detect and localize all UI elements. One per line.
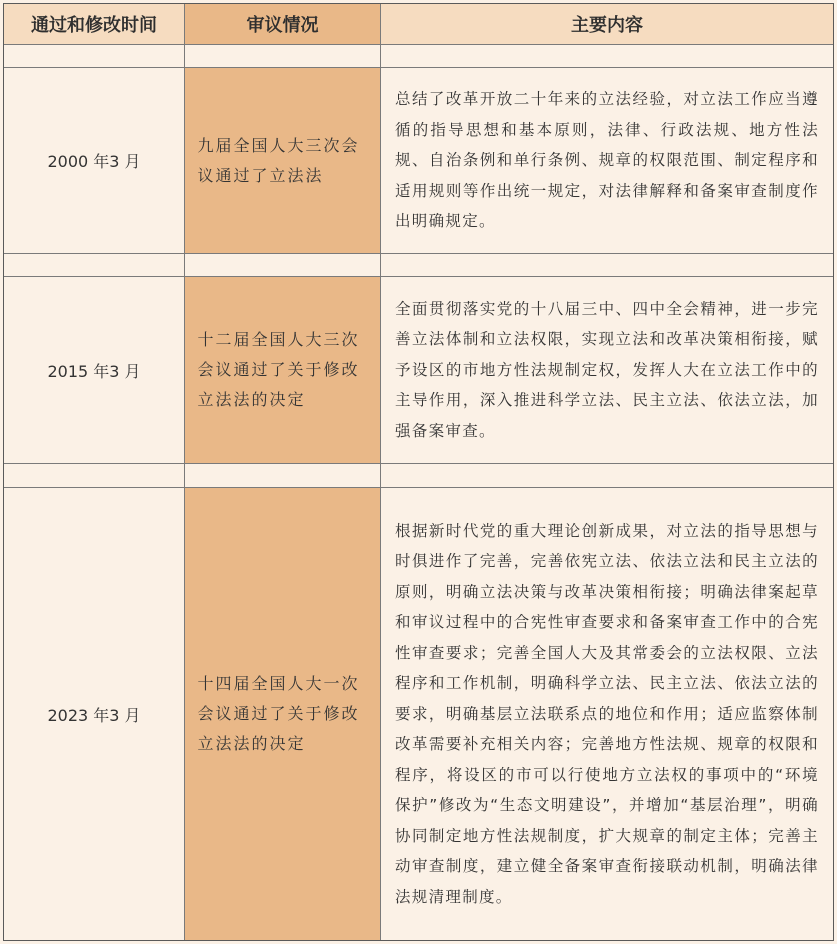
spacer-cell: [381, 254, 833, 277]
spacer-cell: [381, 464, 833, 488]
row-date: 2015 年3 月: [4, 277, 185, 464]
header-time: 通过和修改时间: [4, 4, 185, 45]
header-review: 审议情况: [185, 4, 381, 45]
spacer-cell: [185, 254, 381, 277]
row-content: 全面贯彻落实党的十八届三中、四中全会精神，进一步完善立法体制和立法权限，实现立法和改革决策相衔接，赋予设区的市地方性法规制定权，发挥人大在立法工作中的主导作用，深入推进科学立法、民主立法、依法立法，加强备案审查。: [381, 277, 833, 464]
row-date: 2023 年3 月: [4, 488, 185, 940]
row-review: 十二届全国人大三次会议通过了关于修改立法法的决定: [185, 277, 381, 464]
spacer-cell: [185, 464, 381, 488]
spacer-cell: [381, 45, 833, 68]
spacer-cell: [4, 464, 185, 488]
spacer-cell: [4, 254, 185, 277]
legislation-history-table: [3, 3, 834, 941]
row-review: 十四届全国人大一次会议通过了关于修改立法法的决定: [185, 488, 381, 940]
spacer-cell: [185, 45, 381, 68]
row-review: 九届全国人大三次会议通过了立法法: [185, 68, 381, 254]
spacer-cell: [4, 45, 185, 68]
row-date: 2000 年3 月: [4, 68, 185, 254]
row-content: 总结了改革开放二十年来的立法经验，对立法工作应当遵循的指导思想和基本原则，法律、行政法规、地方性法规、自治条例和单行条例、规章的权限范围、制定程序和适用规则等作出统一规定，对法律解释和备案审查制度作出明确规定。: [381, 68, 833, 254]
header-content: 主要内容: [381, 4, 833, 45]
row-content: 根据新时代党的重大理论创新成果，对立法的指导思想与时俱进作了完善，完善依宪立法、依法立法和民主立法的原则，明确立法决策与改革决策相衔接；明确法律案起草和审议过程中的合宪性审查要求和备案审查工作中的合宪性审查要求；完善全国人大及其常委会的立法权限、立法程序和工作机制，明确科学立法、民主立法、依法立法的要求，明确基层立法联系点的地位和作用；适应监察体制改革需要补充相关内容；完善地方性法规、规章的权限和程序，将设区的市可以行使地方立法权的事项中的“环境保护”修改为“生态文明建设”，并增加“基层治理”，明确协同制定地方性法规制度，扩大规章的制定主体；完善主动审查制度，建立健全备案审查衔接联动机制，明确法律法规清理制度。: [395, 521, 819, 906]
